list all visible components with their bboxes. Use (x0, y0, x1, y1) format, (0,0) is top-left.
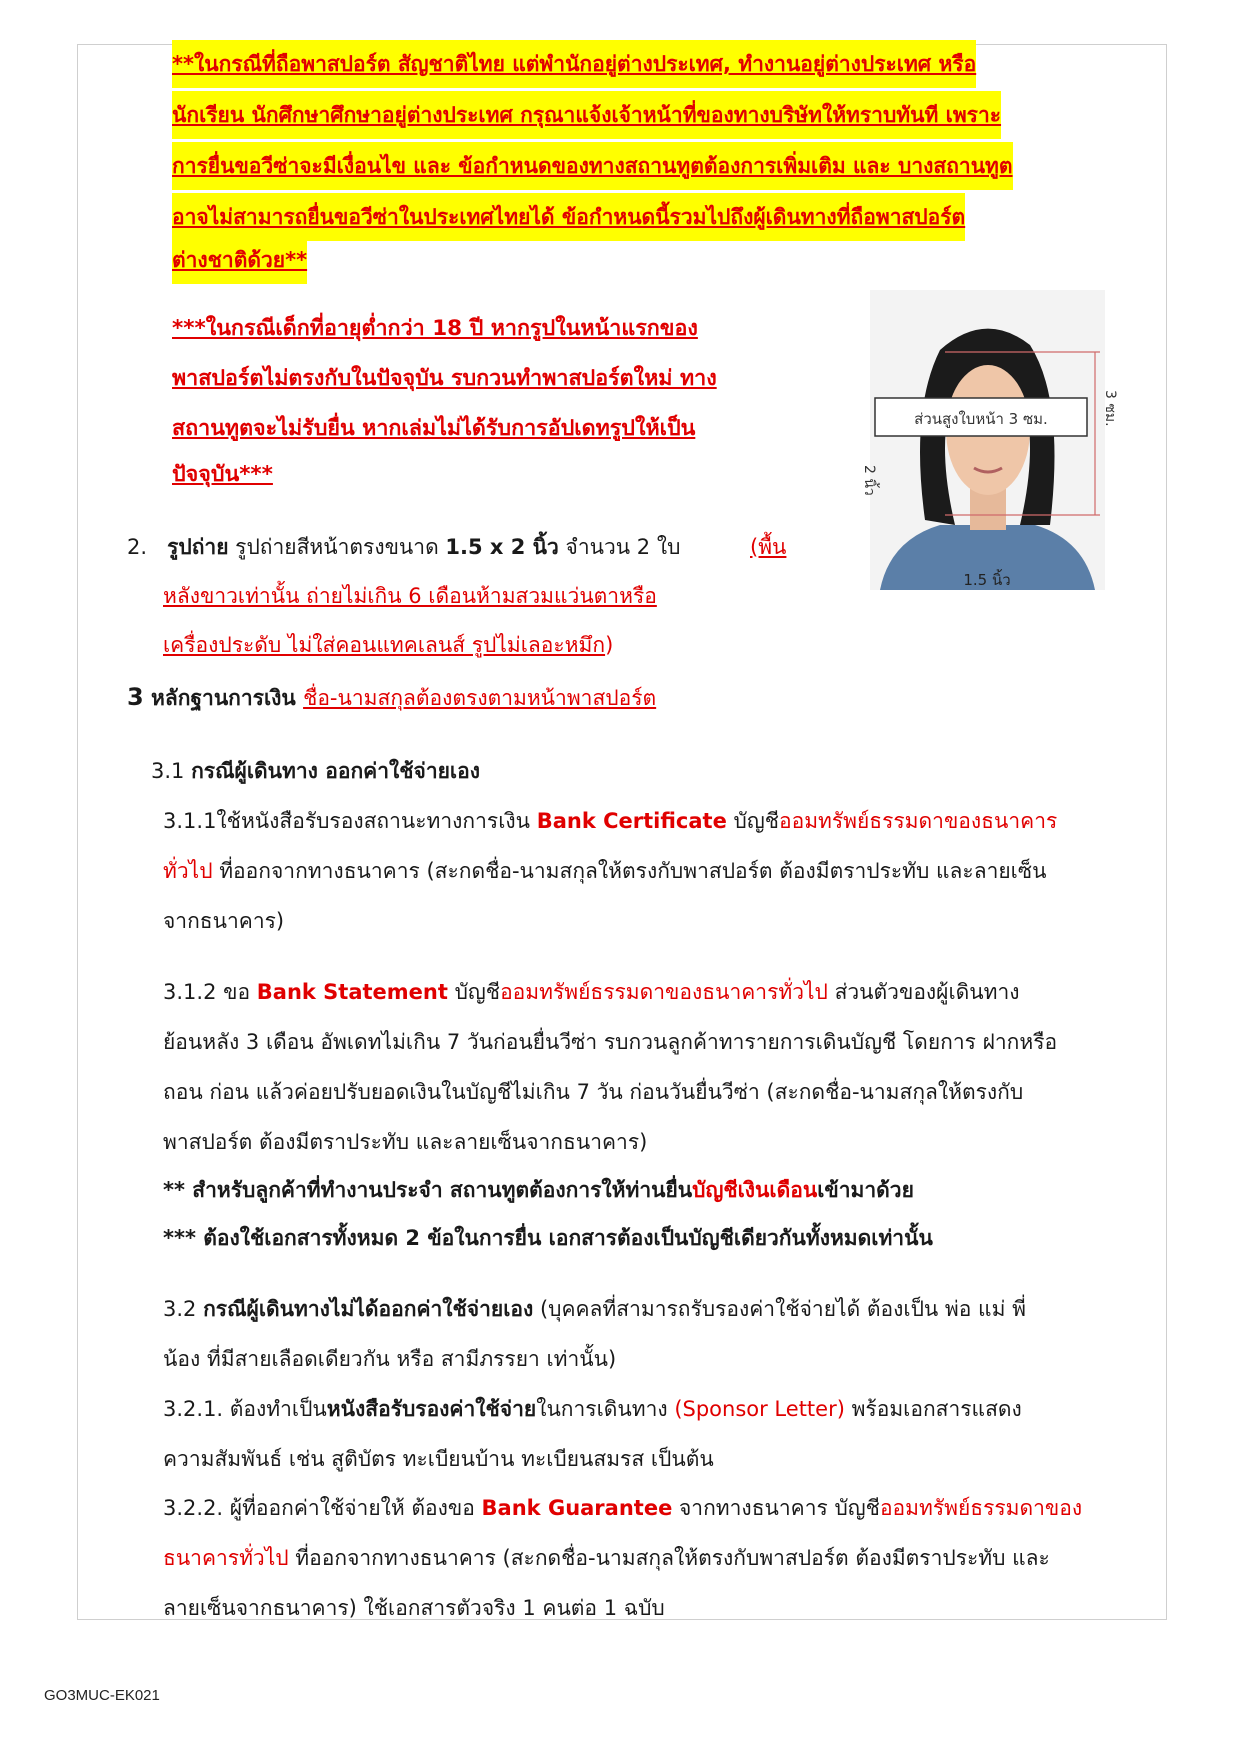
s311-e: ทั่วไป (163, 859, 213, 883)
item2-line-1 (127, 523, 680, 571)
s321-line-1 (163, 1385, 1022, 1433)
item3-note: ชื่อ-นามสกุลต้องตรงตามหน้าพาสปอร์ต (303, 686, 657, 710)
item2-note-3: เครื่องประดับ ไม่ใส่คอนแทคเลนส์ รูปไม่เลอะหมึก (163, 633, 606, 657)
s31-num: 3.1 (151, 759, 192, 783)
s32-desc1: (บุคคลที่สามารถรับรองค่าใช้จ่ายได้ ต้องเป็น พ่อ แม่ พี่ (533, 1297, 1026, 1321)
s322-line-1 (163, 1484, 1082, 1532)
s311-line-1 (163, 797, 1057, 845)
s312-d: ออมทรัพย์ธรรมดาของธนาคารทั่วไป (500, 980, 828, 1004)
s321-c: ในการเดินทาง (536, 1397, 675, 1421)
passport-photo-example (861, 290, 1118, 590)
s322-f: ที่ออกจากทางธนาคาร (สะกดชื่อ-นามสกุลให้ตรงกับพาสปอร์ต ต้องมีตราประทับ และ (288, 1546, 1050, 1570)
s322-line-3: ลายเซ็นจากธนาคาร) ใช้เอกสารตัวจริง 1 คนต่อ 1 ฉบับ (163, 1596, 665, 1620)
notice-child-line-2: พาสปอร์ตไม่ตรงกับในปัจจุบัน รบกวนทำพาสปอร์ตใหม่ ทาง (172, 366, 717, 391)
item3-title: หลักฐานการเงิน (143, 686, 304, 710)
height-label: 3 ซม. (1102, 390, 1118, 427)
item2-num: 2. (127, 535, 148, 559)
item2-text1: รูปถ่ายสีหน้าตรงขนาด (228, 535, 446, 559)
s321-line-2: ความสัมพันธ์ เช่น สูติบัตร ทะเบียนบ้าน ทะเบียนสมรส เป็นต้น (163, 1447, 714, 1471)
s31-title: กรณีผู้เดินทาง ออกค่าใช้จ่ายเอง (191, 759, 480, 783)
s322-line-2 (163, 1534, 1050, 1582)
notice-passport-line-4: อาจไม่สามารถยื่นขอวีซ่าในประเทศไทยได้ ข้อกำหนดนี้รวมไปถึงผู้เดินทางที่ถือพาสปอร์ต (172, 193, 965, 241)
item3-heading (127, 673, 656, 722)
s312-e: ส่วนตัวของผู้เดินทาง (827, 980, 1020, 1004)
s312-c: บัญชี (447, 980, 501, 1004)
note-a1: ** สำหรับลูกค้าที่ทำงานประจำ สถานทูตต้องการให้ท่านยื่น (163, 1178, 693, 1202)
s311-d: ออมทรัพย์ธรรมดาของธนาคาร (778, 809, 1058, 833)
bottom-label: 1.5 นิ้ว (963, 571, 1011, 589)
notice-child-line-1: ***ในกรณีเด็กที่อายุต่ำกว่า 18 ปี หากรูปในหน้าแรกของ (172, 316, 698, 341)
s312-line-1 (163, 968, 1020, 1016)
s322-a: 3.2.2. ผู้ที่ออกค่าใช้จ่ายให้ ต้องขอ (163, 1496, 482, 1520)
item2-size: 1.5 x 2 นิ้ว (445, 535, 559, 559)
notice-child-line-4: ปัจจุบัน*** (172, 462, 273, 487)
s312-line-2: ย้อนหลัง 3 เดือน อัพเดทไม่เกิน 7 วันก่อนยื่นวีซ่า รบกวนลูกค้าทารายการเดินบัญชี โดยการ ฝากหรือ (163, 1030, 1058, 1054)
s32-title: กรณีผู้เดินทางไม่ได้ออกค่าใช้จ่ายเอง (203, 1297, 534, 1321)
bank-statement-text: Bank Statement (256, 980, 448, 1004)
s321-e: พร้อมเอกสารแสดง (844, 1397, 1022, 1421)
footer-code: GO3MUC-EK021 (44, 1687, 160, 1704)
item3-num: 3 (127, 683, 144, 711)
bank-certificate-text: Bank Certificate (536, 809, 727, 833)
item2-note-3-line (163, 621, 613, 669)
s312-line-4: พาสปอร์ต ต้องมีตราประทับ และลายเซ็นจากธนาคาร) (163, 1130, 648, 1154)
item2-text2: จำนวน 2 ใบ (558, 535, 681, 559)
notice-passport-line-2: นักเรียน นักศึกษาศึกษาอยู่ต่างประเทศ กรุณาแจ้งเจ้าหน้าที่ของทางบริษัทให้ทราบทันที เพราะ (172, 91, 1001, 139)
s321-a: 3.2.1. ต้องทำเป็น (163, 1397, 327, 1421)
bank-guarantee-text: Bank Guarantee (481, 1496, 673, 1520)
s31-note-b: *** ต้องใช้เอกสารทั้งหมด 2 ข้อในการยื่น เอกสารต้องเป็นบัญชีเดียวกันทั้งหมดเท่านั้น (163, 1226, 933, 1250)
s311-a: 3.1.1ใช้หนังสือรับรองสถานะทางการเงิน (163, 809, 537, 833)
s321-b: หนังสือรับรองค่าใช้จ่าย (326, 1397, 537, 1421)
sponsor-letter-text: (Sponsor Letter) (674, 1397, 845, 1421)
s312-line-3: ถอน ก่อน แล้วค่อยปรับยอดเงินในบัญชีไม่เกิน 7 วัน ก่อนวันยื่นวีซ่า (สะกดชื่อ-นามสกุลให้ตรงกับ (163, 1080, 1024, 1104)
s31-heading (151, 747, 480, 795)
s322-d: ออมทรัพย์ธรรมดาของ (879, 1496, 1083, 1520)
item2-title: รูปถ่าย (167, 535, 229, 559)
note-a2: บัญชีเงินเดือน (692, 1178, 818, 1202)
item2-note-2: หลังขาวเท่านั้น ถ่ายไม่เกิน 6 เดือนห้ามสวมแว่นตาหรือ (163, 584, 657, 608)
width-label: 2 นิ้ว (861, 465, 877, 496)
s311-line-3: จากธนาคาร) (163, 909, 285, 933)
note-a3: เข้ามาด้วย (817, 1178, 914, 1202)
notice-passport-line-3: การยื่นขอวีซ่าจะมีเงื่อนไข และ ข้อกำหนดของทางสถานทูตต้องการเพิ่มเติม และ บางสถานทูต (172, 142, 1013, 190)
s322-c: จากทางธนาคาร บัญชี (672, 1496, 880, 1520)
s311-f: ที่ออกจากทางธนาคาร (สะกดชื่อ-นามสกุลให้ตรงกับพาสปอร์ต ต้องมีตราประทับ และลายเซ็น (212, 859, 1047, 883)
notice-passport-line-5: ต่างชาติด้วย** (172, 236, 307, 284)
notice-child-line-3: สถานทูตจะไม่รับยื่น หากเล่มไม่ได้รับการอัปเดทรูปให้เป็น (172, 416, 696, 441)
s311-line-2 (163, 847, 1046, 895)
face-label: ส่วนสูงใบหน้า 3 ซม. (914, 410, 1048, 428)
item2-note-1: (พื้น (750, 535, 787, 559)
s311-c: บัญชี (726, 809, 779, 833)
s322-e: ธนาคารทั่วไป (163, 1546, 289, 1570)
s31-note-a (163, 1166, 914, 1214)
s32-line-2: น้อง ที่มีสายเลือดเดียวกัน หรือ สามีภรรยา เท่านั้น) (163, 1347, 617, 1371)
s32-num: 3.2 (163, 1297, 204, 1321)
s32-line-1 (163, 1285, 1026, 1333)
s312-a: 3.1.2 ขอ (163, 980, 257, 1004)
item2-note-3-end: ) (605, 633, 614, 657)
notice-passport-line-1: **ในกรณีที่ถือพาสปอร์ต สัญชาติไทย แต่พำนักอยู่ต่างประเทศ, ทำงานอยู่ต่างประเทศ หรือ (172, 40, 976, 88)
